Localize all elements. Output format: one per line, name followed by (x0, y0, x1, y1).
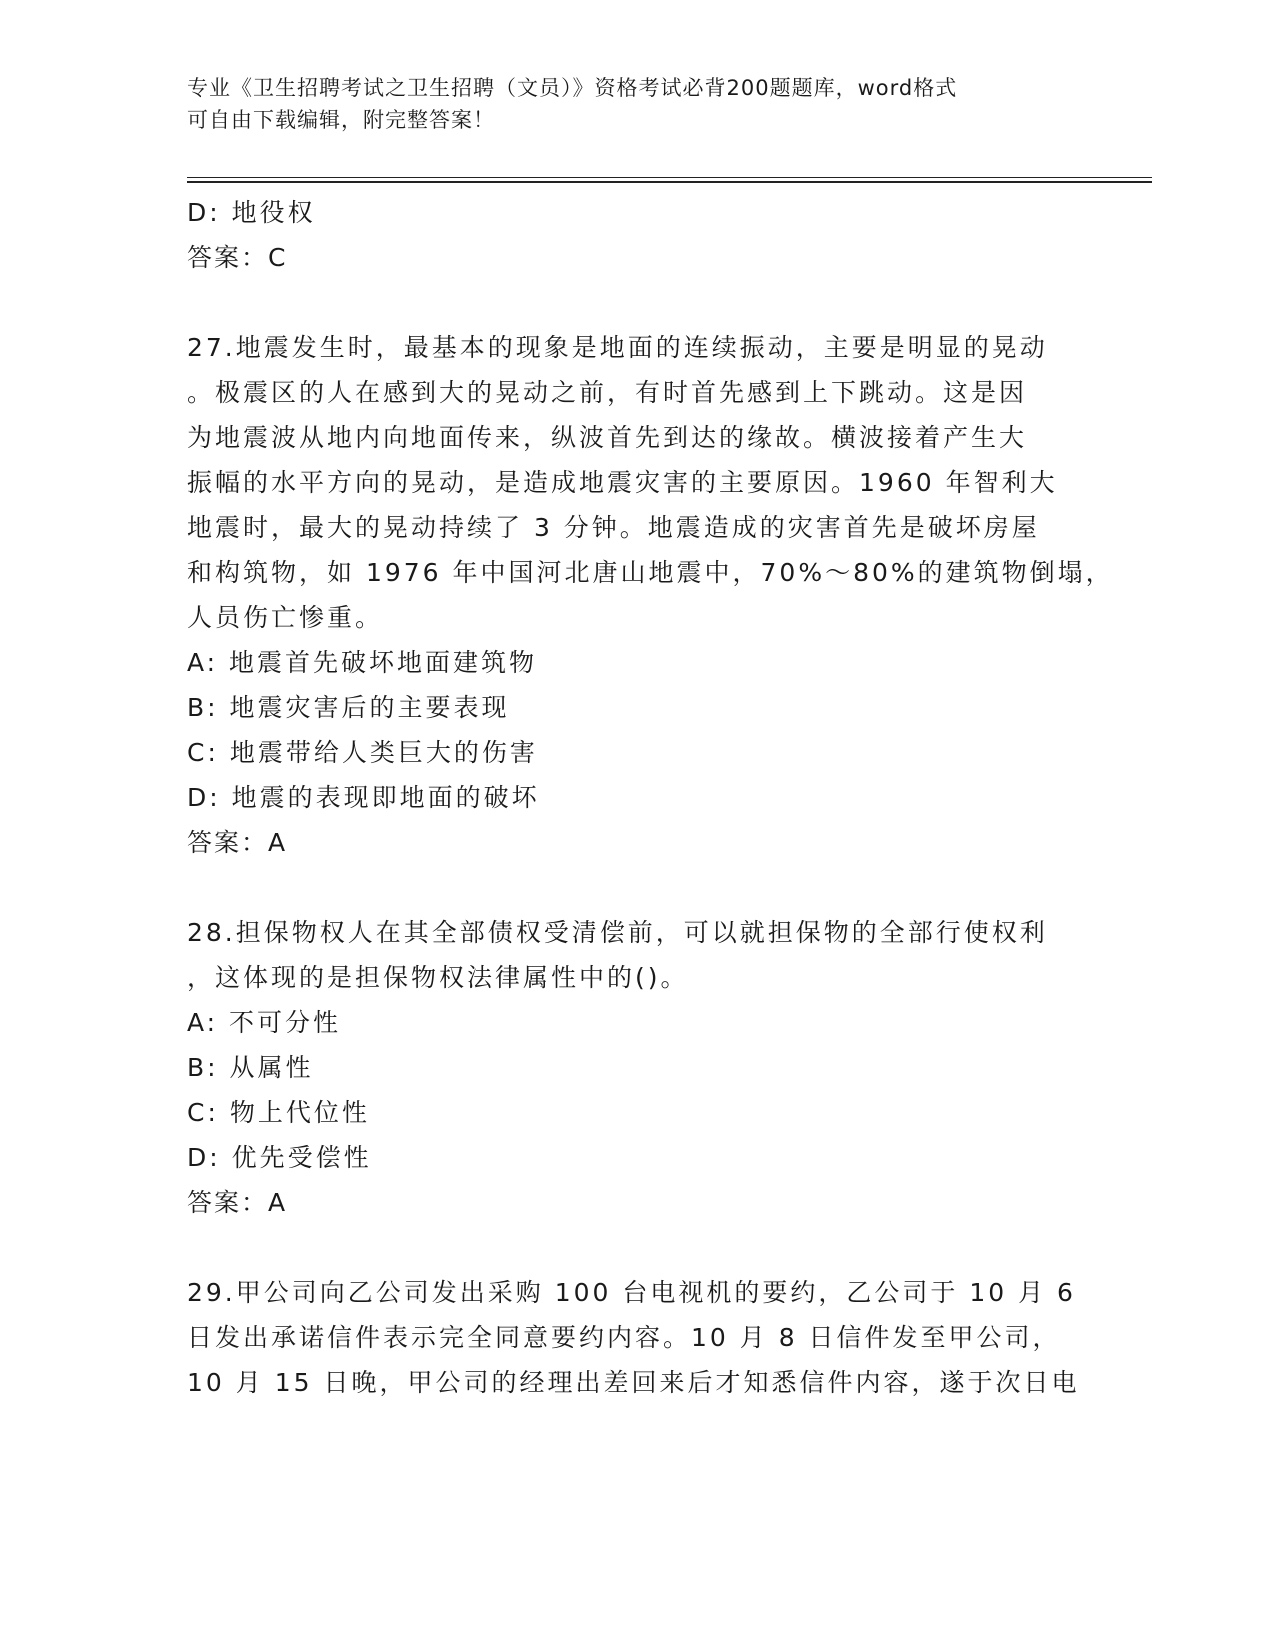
option-c: C: 地震带给人类巨大的伤害 (187, 738, 538, 767)
question-text-line: 地震时，最大的晃动持续了 3 分钟。地震造成的灾害首先是破坏房屋 (187, 513, 1040, 542)
header-divider-thin (187, 177, 1152, 178)
header-title-line-2: 可自由下载编辑，附完整答案！ (187, 108, 495, 132)
question-text-line: 28.担保物权人在其全部债权受清偿前，可以就担保物的全部行使权利 (187, 918, 1048, 947)
question-text-line: 人员伤亡惨重。 (187, 603, 384, 632)
question-text-line: 和构筑物，如 1976 年中国河北唐山地震中，70%～80%的建筑物倒塌， (187, 558, 1114, 587)
question-text-line: 日发出承诺信件表示完全同意要约内容。10 月 8 日信件发至甲公司， (187, 1323, 1061, 1352)
question-text-line: 29.甲公司向乙公司发出采购 100 台电视机的要约，乙公司于 10 月 6 (187, 1278, 1076, 1307)
question-27 (187, 325, 1114, 865)
question-text-line: 。极震区的人在感到大的晃动之前，有时首先感到上下跳动。这是因 (187, 378, 1028, 407)
option-d: D: 优先受偿性 (187, 1143, 372, 1172)
question-text-line: 10 月 15 日晚，甲公司的经理出差回来后才知悉信件内容，遂于次日电 (187, 1368, 1080, 1397)
question-29 (187, 1270, 1087, 1405)
page-header (187, 72, 1067, 136)
question-text-line: 为地震波从地内向地面传来，纵波首先到达的缘故。横波接着产生大 (187, 423, 1028, 452)
answer-label: 答案：A (187, 828, 288, 857)
question-list (187, 190, 1114, 1405)
option-d: D: 地役权 (187, 198, 316, 227)
answer-label: 答案：C (187, 243, 288, 272)
question-28 (187, 910, 1087, 1225)
question-text-line: 27.地震发生时，最基本的现象是地面的连续振动，主要是明显的晃动 (187, 333, 1048, 362)
header-title-line-1: 专业《卫生招聘考试之卫生招聘（文员）》资格考试必背200题题库，word格式 (187, 76, 958, 100)
spacer (187, 865, 1087, 910)
question-text-line: 振幅的水平方向的晃动，是造成地震灾害的主要原因。1960 年智利大 (187, 468, 1058, 497)
option-c: C: 物上代位性 (187, 1098, 370, 1127)
header-divider-thick (187, 181, 1152, 183)
option-a: A: 不可分性 (187, 1008, 342, 1037)
option-d: D: 地震的表现即地面的破坏 (187, 783, 540, 812)
question-26-tail (187, 190, 1087, 280)
question-text-line: ，这体现的是担保物权法律属性中的()。 (187, 963, 689, 992)
option-b: B: 地震灾害后的主要表现 (187, 693, 510, 722)
answer-label: 答案：A (187, 1188, 288, 1217)
spacer (187, 280, 1087, 325)
option-a: A: 地震首先破坏地面建筑物 (187, 648, 538, 677)
option-b: B: 从属性 (187, 1053, 314, 1082)
spacer (187, 1225, 1087, 1270)
